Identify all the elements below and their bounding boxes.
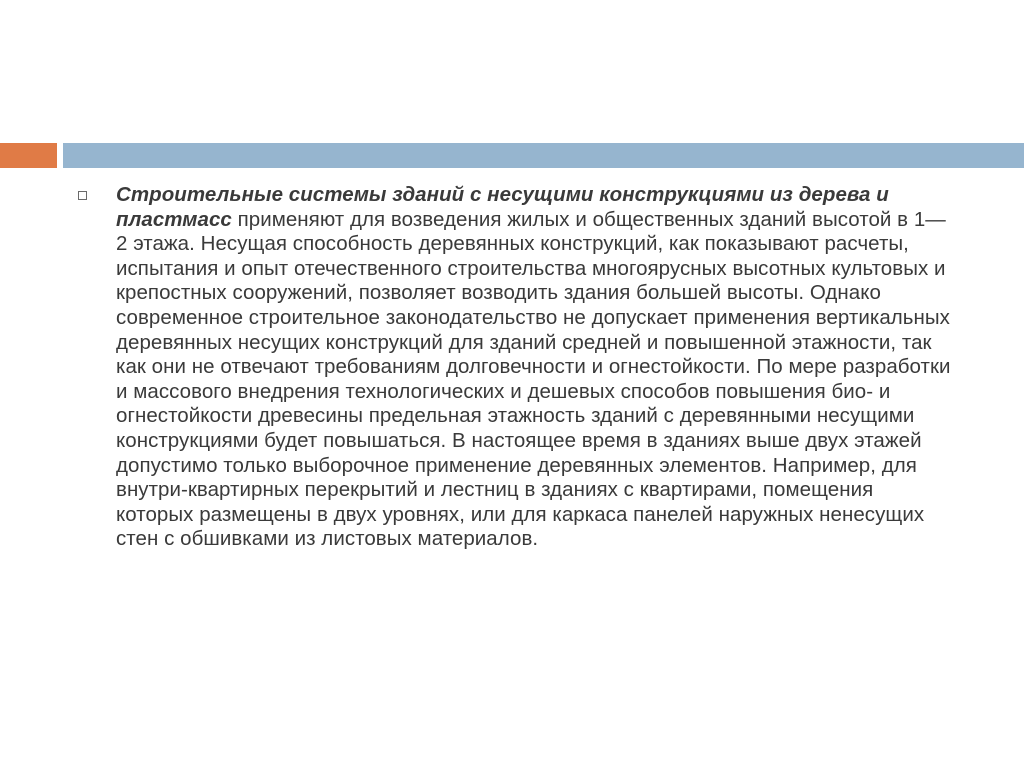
- paragraph-body: применяют для возведения жилых и общественных зданий высотой в 1—2 этажа. Несущая способность деревянных конструкций, как показывают расчеты, испытания и опыт отечественного строительства многоярусных высотных культовых и крепостных сооружений, позволяет возводить здания большей высоты. Однако современное строительное законодательство не допускает применения вертикальных деревянных несущих конструкций для зданий средней и повышенной этажности, так как они не отвечают требованиям долговечности и огнестойкости. По мере разработки и массового внедрения технологических и дешевых способов повышения био- и огнестойкости древесины предельная этажность зданий с деревянными несущими конструкциями будет повышаться. В настоящее время в зданиях выше двух этажей допустимо только выборочное применение деревянных элементов. Например, для внутри-квартирных перекрытий и лестниц в зданиях с квартирами, помещения которых размещены в двух уровнях, или для каркаса панелей наружных ненесущих стен с обшивками из листовых материалов.: [116, 207, 951, 551]
- paragraph-lead: Строительные системы зданий с несущими конструкциями из дерева и пластмасс: [116, 183, 889, 231]
- square-bullet-icon: [78, 191, 87, 200]
- accent-bar: [0, 143, 57, 168]
- body-paragraph: [116, 183, 954, 552]
- title-bar: [63, 143, 1024, 168]
- slide-content: [74, 183, 954, 552]
